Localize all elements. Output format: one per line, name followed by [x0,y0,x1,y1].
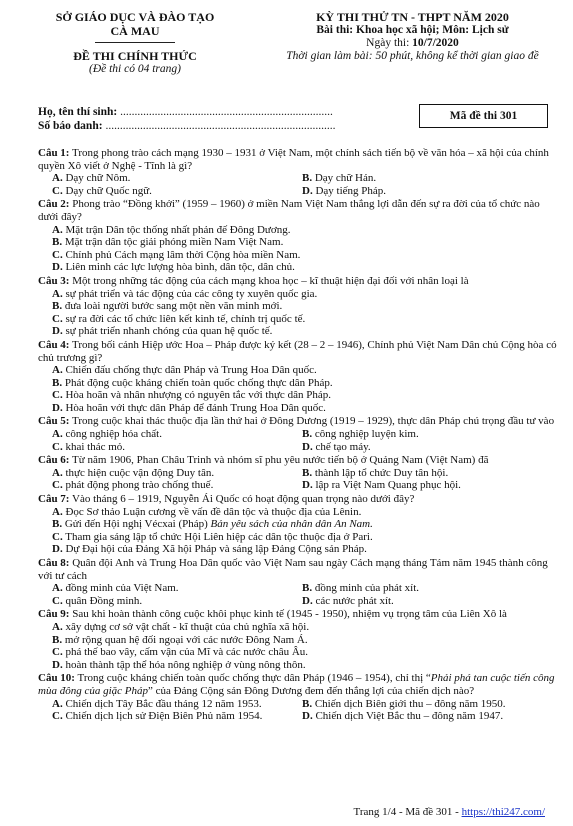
option-letter: D. [302,440,313,453]
option-letter: A. [52,223,63,236]
option-text: Mặt trận dân tộc giải phóng miền Nam Việt Nam. [64,236,284,249]
option-letter: A. [52,466,63,479]
question-text: Trong bối cảnh Hiệp ước Hoa – Pháp được ký kết (28 – 2 – 1946), Chính phủ Việt Nam Dân chủ Cộng hòa có chủ trương gì? [38,338,557,364]
option-title: Bản yêu sách của nhân dân An Nam. [210,518,373,531]
option-letter: C. [52,440,63,453]
option-letter: A. [52,172,63,185]
option-letter: C. [52,530,63,543]
answer-option[interactable] [302,441,562,454]
question-quote: Phải phá tan cuộc tiến công mùa đông của giặc Pháp [38,672,555,697]
option-letter: A. [52,287,63,300]
option-text: sự ra đời các tổ chức liên kết kinh tế, chính trị quốc tế. [65,312,306,325]
option-text: công nghiệp luyện kim. [314,428,419,441]
candidate-id-row: Số báo danh: ................................................................................ [38,120,336,132]
question-item [38,415,562,453]
answer-option[interactable] [52,698,302,711]
option-text: Dự Đại hội của Đảng Xã hội Pháp và sáng lập Đảng Cộng sản Pháp. [65,543,367,556]
option-text: đồng minh của Việt Nam. [65,582,179,595]
answer-option[interactable] [38,288,562,301]
answer-option[interactable] [38,402,562,415]
option-letter: A. [52,620,63,633]
option-letter: B. [52,300,63,313]
option-letter: B. [302,428,313,441]
exam-date: Ngày thi: 10/7/2020 [366,37,459,49]
question-item [38,198,562,274]
candidate-name-row: Họ, tên thí sinh: .......................................................................... [38,106,333,118]
answer-option[interactable] [52,467,302,480]
question-stem [38,672,562,697]
question-stem [38,339,562,364]
answer-option[interactable] [302,479,562,492]
question-number: Câu 8: [38,557,70,569]
option-text: Chiến đấu chống thực dân Pháp và Trung Hoa Dân quốc. [65,364,317,377]
question-number: Câu 4: [38,338,70,351]
question-item [38,454,562,492]
question-stem [38,454,562,467]
question-text: Một trong những tác động của cách mạng khoa học – kĩ thuật hiện đại đối với nhân loại là [72,274,469,287]
answer-option[interactable] [38,659,562,672]
option-text: Dạy chữ Nôm. [65,172,131,185]
option-text: Liên minh các lực lượng hòa bình, dân tộc, dân chủ. [65,261,295,274]
question-item [38,557,562,607]
option-text: Đọc Sơ thảo Luận cương về vấn đề dân tộc và thuộc địa của Lênin. [65,505,362,518]
question-number: Câu 6: [38,454,70,467]
question-number: Câu 3: [38,274,70,287]
option-text: Dạy chữ Quốc ngữ. [65,184,152,197]
question-number: Câu 1: [38,147,70,159]
answer-option[interactable] [302,698,562,711]
question-text: Sau khi hoàn thành công cuộc khôi phục kinh tế (1945 - 1950), nhiệm vụ trọng tâm của Liên Xô là [72,608,507,621]
answer-option[interactable] [38,224,562,237]
question-item [38,493,562,556]
exam-title: KỲ THI THỬ TN - THPT NĂM 2020 [316,10,509,24]
answer-option[interactable] [302,172,562,185]
option-letter: C. [52,479,63,492]
option-letter: A. [52,428,63,441]
answer-option[interactable] [38,249,562,262]
option-letter: D. [302,479,313,492]
option-letter: D. [302,710,313,723]
question-number: Câu 7: [38,493,70,506]
option-text: hoàn thành tập thể hóa nông nghiệp ở vùng nông thôn. [65,658,306,671]
answer-option[interactable] [38,313,562,326]
question-number: Câu 10: [38,672,75,685]
option-letter: D. [52,261,63,274]
option-text: khai thác mỏ. [65,440,126,453]
option-text: thực hiện cuộc vận động Duy tân. [65,466,215,479]
answer-option[interactable] [52,428,302,441]
option-text: Chiến dịch Tây Bắc đầu tháng 12 năm 1953. [65,697,262,710]
option-letter: C. [52,389,63,402]
question-text: Trong phong trào cách mạng 1930 – 1931 ở Việt Nam, một chính sách tiến bộ về văn hóa – xã hội của chính quyền Xô viết ở Nghệ - Tĩnh là gì? [38,147,549,172]
answer-option[interactable] [38,364,562,377]
answer-option[interactable] [52,479,302,492]
answer-option[interactable] [38,621,562,634]
option-letter: C. [52,312,63,325]
answer-option[interactable] [52,582,302,595]
option-text: Hòa hoãn với thực dân Pháp để đánh Trung Hoa Dân quốc. [65,401,326,414]
answer-option[interactable] [52,441,302,454]
question-list [38,147,562,724]
answer-option[interactable] [52,595,302,608]
option-text: mở rộng quan hệ đối ngoại với các nước Đông Nam Á. [64,633,308,646]
option-text: các nước phát xít. [315,594,394,607]
answer-option[interactable] [38,634,562,647]
option-text: Tham gia sáng lập tổ chức Hội Liên hiệp các dân tộc thuộc địa ở Pari. [65,530,373,543]
exam-subject: Bài thi: Khoa học xã hội; Môn: Lịch sử [316,24,509,36]
option-text: Dạy tiếng Pháp. [315,184,387,197]
answer-option[interactable] [38,300,562,313]
option-text: xây dựng cơ sở vật chất - kĩ thuật của chủ nghĩa xã hội. [65,620,310,633]
option-letter: D. [52,401,63,414]
option-letter: A. [52,697,63,710]
option-text: thành lập tổ chức Duy tân hội. [314,466,449,479]
source-link[interactable]: https://thi247.com/ [461,806,545,818]
answer-option[interactable] [38,543,562,556]
option-letter: B. [52,518,63,531]
option-text: Dạy chữ Hán. [314,172,377,185]
answer-option[interactable] [38,506,562,519]
answer-option[interactable] [52,185,302,198]
answer-option[interactable] [38,325,562,338]
option-text: phá thế bao vây, cấm vận của Mĩ và các nước châu Âu. [65,646,309,659]
option-letter: D. [302,594,313,607]
option-text: phát động phong trào chống thuế. [65,479,214,492]
option-letter: B. [52,633,63,646]
option-letter: B. [302,697,313,710]
option-letter: D. [52,543,63,556]
department-name: SỞ GIÁO DỤC VÀ ĐÀO TẠO [55,10,215,24]
header-right [255,10,570,63]
province-name: CÀ MAU [110,24,160,38]
option-letter: B. [302,466,313,479]
answer-option[interactable] [52,710,302,723]
page-footer: Trang 1/4 - Mã đề 301 - https://thi247.com/ [353,806,545,818]
option-letter: C. [52,710,63,723]
question-text: Phong trào “Đồng khởi” (1959 – 1960) ở miền Nam Việt Nam thắng lợi dẫn đến sự ra đời của tổ chức nào dưới đây? [38,198,540,223]
question-stem [38,557,562,582]
option-letter: B. [302,172,313,185]
option-letter: A. [52,364,63,377]
option-letter: C. [52,594,63,607]
option-text: sự phát triển và tác động của các công ty xuyên quốc gia. [65,287,318,300]
option-text: đưa loài người bước sang một nền văn minh mới. [64,300,283,313]
option-letter: D. [52,325,63,338]
answer-option[interactable] [302,582,562,595]
question-text: Quân đội Anh và Trung Hoa Dân quốc vào Việt Nam sau ngày Cách mạng tháng Tám năm 1945 thành công với tư cách [38,557,548,582]
question-number: Câu 5: [38,415,70,428]
question-text: Trong cuộc kháng chiến toàn quốc chống thực dân Pháp (1946 – 1954), chỉ thị “ [77,672,431,685]
official-exam-label: ĐỀ THI CHÍNH THỨC [73,49,197,63]
question-number: Câu 9: [38,608,70,621]
page-count-note: (Đề thi có 04 trang) [89,63,181,75]
question-item [38,339,562,415]
option-text: chế tạo máy. [315,440,371,453]
option-text: Gửi đến Hội nghị Vécxai (Pháp) [64,518,211,531]
option-letter: A. [52,582,63,595]
option-letter: D. [52,658,63,671]
option-text: Chính phủ Cách mạng lâm thời Cộng hòa miền Nam. [65,248,301,261]
question-stem [38,147,562,172]
option-letter: C. [52,646,63,659]
option-letter: B. [52,236,63,249]
answer-option[interactable] [52,172,302,185]
divider [95,42,175,43]
option-text: Chiến dịch Việt Bắc thu – đông năm 1947. [315,710,504,723]
question-item [38,275,562,338]
question-text: Trong cuộc khai thác thuộc địa lần thứ hai ở Đông Dương (1919 – 1929), thực dân Pháp chú trọng đầu tư vào [72,415,555,428]
option-letter: C. [52,184,63,197]
option-letter: A. [52,505,63,518]
answer-option[interactable] [302,185,562,198]
option-text: Mặt trận Dân tộc thống nhất phản đế Đông Dương. [65,223,291,236]
question-text-cont: ” của Đảng Cộng sản Đông Dương đem đến thắng lợi của chiến dịch nào? [147,684,475,697]
question-stem [38,275,562,288]
answer-option[interactable] [302,467,562,480]
answer-option[interactable] [38,518,562,531]
header-left [30,10,240,76]
answer-option[interactable] [38,531,562,544]
option-text: đồng minh của phát xít. [314,582,420,595]
question-stem [38,198,562,223]
answer-option[interactable] [38,236,562,249]
answer-option[interactable] [302,428,562,441]
answer-option[interactable] [302,595,562,608]
answer-option[interactable] [38,646,562,659]
answer-option[interactable] [302,710,562,723]
option-text: lập ra Việt Nam Quang phục hội. [315,479,461,492]
question-text: Vào tháng 6 – 1919, Nguyễn Ái Quốc có hoạt động quan trọng nào dưới đây? [72,493,415,506]
question-item [38,672,562,722]
option-letter: B. [52,376,63,389]
option-text: Hòa hoãn và nhân nhượng có nguyên tắc với thực dân Pháp. [65,389,331,402]
option-letter: B. [302,582,313,595]
exam-code-box: Mã đề thi 301 [419,104,548,128]
option-text: Chiến dịch Biên giới thu – đông năm 1950. [314,697,506,710]
option-letter: C. [52,248,63,261]
question-stem [38,493,562,506]
question-stem [38,608,562,621]
option-letter: D. [302,184,313,197]
option-text: Phát động cuộc kháng chiến toàn quốc chống thực dân Pháp. [64,376,333,389]
option-text: Chiến dịch lịch sử Điện Biên Phủ năm 1954. [65,710,263,723]
question-number: Câu 2: [38,198,70,211]
answer-option[interactable] [38,261,562,274]
exam-duration: Thời gian làm bài: 50 phút, không kể thời gian giao đề [286,50,539,62]
question-stem [38,415,562,428]
question-item [38,147,562,197]
option-text: công nghiệp hóa chất. [65,428,162,441]
question-item [38,608,562,671]
candidate-info [38,105,335,133]
answer-option[interactable] [38,389,562,402]
option-text: quân Đồng minh. [65,594,143,607]
option-text: sự phát triển nhanh chóng của quan hệ quốc tế. [65,325,273,338]
answer-option[interactable] [38,377,562,390]
question-text: Từ năm 1906, Phan Châu Trinh và nhóm sĩ phu yêu nước tiến bộ ở Quảng Nam (Việt Nam) đã [72,454,489,467]
